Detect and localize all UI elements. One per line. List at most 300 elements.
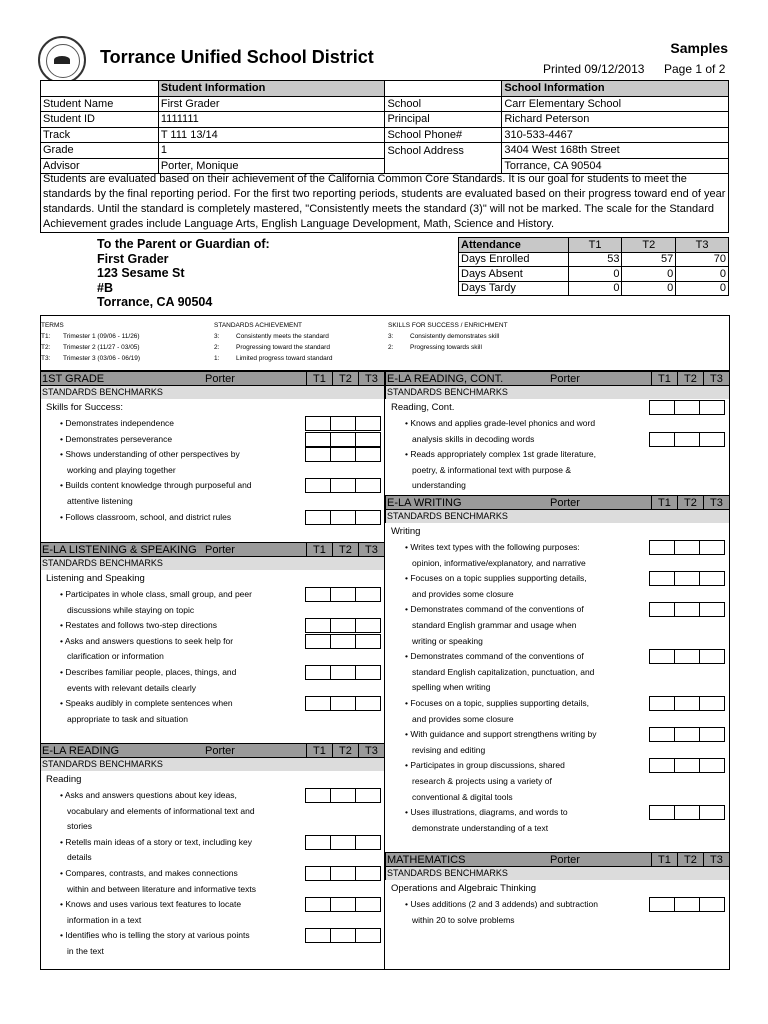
grade-box[interactable]: [355, 665, 381, 680]
section-title: E-LA READING: [42, 745, 120, 757]
grade-box[interactable]: [699, 400, 725, 415]
legend-value: Trimester 3 (03/06 - 06/19): [63, 355, 141, 362]
legend-value: Trimester 1 (09/06 - 11/26): [63, 333, 140, 340]
benchmark-text: • Writes text types with the following purposes:: [405, 542, 580, 552]
legend-value: Progressing towards skill: [410, 344, 482, 351]
legend-value: Consistently meets the standard: [236, 333, 329, 340]
benchmark-text: writing or speaking: [412, 635, 483, 646]
att-value: 0: [676, 281, 729, 296]
grade-box[interactable]: [305, 928, 331, 943]
grade-box[interactable]: [330, 696, 356, 711]
grade-box[interactable]: [330, 447, 356, 462]
benchmark-text: • Retells main ideas of a story or text, including key: [60, 836, 252, 847]
info-label: School: [385, 96, 502, 112]
student-info-title: Student Information: [158, 81, 385, 97]
benchmark-text: • Follows classroom, school, and district rules: [60, 511, 232, 522]
term-divider: [332, 372, 333, 385]
grade-box[interactable]: [674, 649, 700, 664]
benchmark-text: • Demonstrates command of the conventions of: [405, 651, 584, 662]
benchmark-text: vocabulary and elements of informational text and: [67, 805, 255, 816]
grade-box[interactable]: [674, 727, 700, 742]
legend-key: 2:: [214, 344, 220, 351]
att-value: 0: [676, 267, 729, 282]
benchmark-text: in the text: [67, 946, 104, 956]
grade-box[interactable]: [330, 788, 356, 803]
grade-boxes[interactable]: [649, 602, 724, 617]
grade-boxes[interactable]: [305, 587, 380, 602]
term-divider: [306, 372, 307, 385]
grade-box[interactable]: [674, 805, 700, 820]
term-label: T2: [339, 745, 352, 757]
benchmark-text: • Participates in whole class, small group, and peer: [60, 589, 252, 599]
grade-box[interactable]: [699, 540, 725, 555]
grade-boxes[interactable]: [305, 665, 380, 680]
term-divider: [677, 496, 678, 509]
grade-boxes[interactable]: [649, 696, 724, 711]
section-teacher: Porter: [205, 745, 235, 757]
grade-boxes[interactable]: [649, 400, 724, 415]
grade-box[interactable]: [305, 665, 331, 680]
divider: [40, 315, 729, 316]
benchmarks-label: STANDARDS BENCHMARKS: [40, 386, 384, 399]
att-value: 53: [568, 252, 622, 267]
info-label: Grade: [41, 143, 159, 159]
benchmark-text: • Knows and applies grade-level phonics and word: [405, 418, 596, 428]
grade-box[interactable]: [355, 835, 381, 850]
benchmark-text: opinion, informative/explanatory, and narrative: [412, 557, 586, 568]
grade-boxes[interactable]: [305, 432, 380, 447]
grade-boxes[interactable]: [649, 897, 724, 912]
grade-box[interactable]: [355, 696, 381, 711]
term-label: T3: [710, 373, 723, 385]
benchmark-text: discussions while staying on topic: [67, 604, 195, 615]
legend-key: 3:: [388, 333, 394, 340]
benchmark-text: • Speaks audibly in complete sentences when: [60, 698, 233, 709]
info-label: Advisor: [41, 158, 159, 174]
info-value: First Grader: [158, 96, 385, 112]
term-label: T1: [658, 373, 671, 385]
section-teacher: Porter: [550, 854, 580, 866]
attendance-table: [458, 237, 729, 296]
grade-box[interactable]: [355, 866, 381, 881]
grade-boxes[interactable]: [649, 432, 724, 447]
term-label: T1: [313, 544, 326, 556]
grade-box[interactable]: [305, 835, 331, 850]
term-divider: [358, 543, 359, 556]
att-value: 0: [568, 267, 622, 282]
grade-box[interactable]: [699, 897, 725, 912]
grade-boxes[interactable]: [305, 416, 380, 431]
benchmark-text: information in a text: [67, 914, 142, 925]
grade-box[interactable]: [330, 618, 356, 633]
grade-box[interactable]: [305, 788, 331, 803]
frame-line: [729, 315, 730, 970]
grade-box[interactable]: [330, 866, 356, 881]
legend-title: TERMS: [41, 322, 64, 329]
benchmark-text: • Reads appropriately complex 1st grade literature,: [405, 449, 597, 460]
benchmark-text: poetry, & informational text with purpose &: [412, 464, 572, 475]
benchmark-text: spelling when writing: [412, 682, 491, 693]
district-seal: [38, 36, 86, 84]
benchmark-text: and provides some closure: [412, 588, 514, 599]
section-header: [385, 495, 730, 510]
grade-box[interactable]: [699, 696, 725, 711]
grade-box[interactable]: [330, 897, 356, 912]
term-divider: [677, 853, 678, 866]
benchmark-text: • With guidance and support strengthens writing by: [405, 729, 597, 740]
benchmark-text: • Demonstrates independence: [60, 418, 175, 428]
grade-box[interactable]: [330, 587, 356, 602]
grade-boxes[interactable]: [649, 727, 724, 742]
benchmark-text: • Demonstrates perseverance: [60, 433, 173, 444]
grade-box[interactable]: [649, 649, 675, 664]
att-value: 57: [622, 252, 676, 267]
info-value: 3404 West 168th Street: [502, 143, 729, 159]
benchmark-text: and provides some closure: [412, 713, 514, 724]
benchmark-text: demonstrate understanding of a text: [412, 822, 549, 833]
grade-box[interactable]: [330, 835, 356, 850]
benchmark-text: • Compares, contrasts, and makes connections: [60, 868, 238, 878]
grade-box[interactable]: [649, 727, 675, 742]
grade-box[interactable]: [355, 478, 381, 493]
benchmark-text: • Uses additions (2 and 3 addends) and subtraction: [405, 899, 598, 909]
term-label: T3: [710, 497, 723, 509]
subsection-title: Reading: [46, 774, 82, 785]
info-value: Richard Peterson: [502, 112, 729, 128]
printed-date: Printed 09/12/2013: [543, 62, 645, 76]
benchmark-text: clarification or information: [67, 651, 164, 662]
grade-box[interactable]: [674, 571, 700, 586]
term-label: T1: [658, 854, 671, 866]
subsection-title: Operations and Algebraic Thinking: [391, 883, 537, 894]
grade-boxes[interactable]: [305, 634, 380, 649]
grade-box[interactable]: [674, 540, 700, 555]
info-value: T 111 13/14: [158, 127, 385, 143]
benchmark-text: working and playing together: [67, 464, 176, 475]
grade-box[interactable]: [355, 447, 381, 462]
divider: [40, 232, 729, 233]
term-label: T1: [313, 745, 326, 757]
term-label: T3: [365, 544, 378, 556]
legend-key: T2:: [41, 344, 51, 351]
subsection-title: Listening and Speaking: [46, 573, 145, 584]
grade-box[interactable]: [305, 587, 331, 602]
grade-box[interactable]: [355, 928, 381, 943]
att-label: Days Absent: [459, 267, 569, 282]
benchmark-text: understanding: [412, 480, 466, 491]
section-header: [40, 371, 385, 386]
grade-box[interactable]: [330, 634, 356, 649]
grade-box[interactable]: [699, 649, 725, 664]
term-divider: [651, 853, 652, 866]
legend-value: Trimester 2 (11/27 - 03/05): [63, 344, 140, 351]
section-title: E-LA READING, CONT.: [387, 373, 504, 385]
att-value: 0: [568, 281, 622, 296]
grade-boxes[interactable]: [305, 928, 380, 943]
grade-boxes[interactable]: [649, 540, 724, 555]
benchmark-text: stories: [67, 821, 93, 832]
benchmark-text: • Builds content knowledge through purposeful and: [60, 480, 252, 491]
grade-box[interactable]: [699, 805, 725, 820]
benchmark-text: events with relevant details clearly: [67, 682, 196, 693]
section-title: E-LA LISTENING & SPEAKING: [42, 544, 197, 556]
benchmarks-label: STANDARDS BENCHMARKS: [40, 758, 384, 771]
legend-key: T1:: [41, 333, 51, 340]
benchmark-text: • Uses illustrations, diagrams, and words to: [405, 807, 568, 818]
grade-boxes[interactable]: [649, 805, 724, 820]
info-value: Torrance, CA 90504: [502, 158, 729, 174]
benchmark-text: • Focuses on a topic, supplies supporting details,: [405, 698, 589, 708]
info-label: School Address: [385, 143, 502, 159]
att-value: 70: [676, 252, 729, 267]
term-label: T2: [684, 373, 697, 385]
legend-skills: [388, 320, 508, 353]
att-label: Days Enrolled: [459, 252, 569, 267]
grade-box[interactable]: [305, 510, 331, 525]
grade-box[interactable]: [355, 510, 381, 525]
subsection-title: Reading, Cont.: [391, 402, 455, 413]
grade-box[interactable]: [699, 432, 725, 447]
grade-box[interactable]: [674, 400, 700, 415]
grade-box[interactable]: [355, 432, 381, 447]
grade-box[interactable]: [355, 634, 381, 649]
grade-box[interactable]: [330, 510, 356, 525]
term-divider: [358, 744, 359, 757]
grade-box[interactable]: [649, 696, 675, 711]
section-header: [385, 371, 730, 386]
grade-box[interactable]: [649, 805, 675, 820]
term-label: T3: [365, 373, 378, 385]
grade-box[interactable]: [355, 897, 381, 912]
page-number: Page 1 of 2: [664, 62, 726, 76]
att-term: T3: [676, 238, 729, 253]
legend-title: STANDARDS ACHIEVEMENT: [214, 322, 303, 329]
benchmark-text: standard English capitalization, punctuation, and: [412, 666, 595, 677]
grade-box[interactable]: [674, 696, 700, 711]
grade-box[interactable]: [305, 478, 331, 493]
grade-boxes[interactable]: [305, 835, 380, 850]
parent-unit: #B: [97, 280, 113, 295]
grade-box[interactable]: [649, 400, 675, 415]
legend-standards: [214, 320, 332, 364]
parent-name: First Grader: [97, 251, 169, 266]
grade-box[interactable]: [649, 432, 675, 447]
info-value: 1111111: [158, 112, 385, 128]
info-value: 310-533-4467: [502, 127, 729, 143]
term-divider: [677, 372, 678, 385]
benchmark-text: • Describes familiar people, places, things, and: [60, 667, 237, 677]
grade-box[interactable]: [699, 727, 725, 742]
section-header: [385, 852, 730, 867]
benchmark-text: • Identifies who is telling the story at various points: [60, 930, 250, 941]
term-divider: [703, 372, 704, 385]
benchmarks-label: STANDARDS BENCHMARKS: [385, 386, 729, 399]
benchmark-text: • Shows understanding of other perspectives by: [60, 449, 240, 460]
parent-city: Torrance, CA 90504: [97, 295, 213, 309]
benchmarks-label: STANDARDS BENCHMARKS: [385, 867, 729, 880]
benchmark-text: • Restates and follows two-step directions: [60, 620, 217, 631]
grade-box[interactable]: [699, 758, 725, 773]
grade-boxes[interactable]: [305, 788, 380, 803]
district-name: Torrance Unified School District: [100, 47, 374, 67]
legend-value: Consistently demonstrates skill: [410, 333, 500, 340]
legend-terms: [41, 320, 140, 364]
grade-boxes[interactable]: [305, 447, 380, 462]
benchmark-text: appropriate to task and situation: [67, 713, 188, 724]
section-teacher: Porter: [550, 373, 580, 385]
parent-address: [97, 237, 270, 310]
grade-boxes[interactable]: [305, 618, 380, 633]
grade-box[interactable]: [305, 432, 331, 447]
grade-boxes[interactable]: [649, 571, 724, 586]
grade-boxes[interactable]: [305, 696, 380, 711]
term-label: T2: [684, 854, 697, 866]
term-divider: [358, 372, 359, 385]
benchmark-text: details: [67, 852, 92, 863]
info-label: Student ID: [41, 112, 159, 128]
section-title: E-LA WRITING: [387, 497, 462, 509]
legend-title: SKILLS FOR SUCCESS / ENRICHMENT: [388, 322, 508, 329]
grade-box[interactable]: [355, 788, 381, 803]
info-label: Student Name: [41, 96, 159, 112]
benchmark-text: analysis skills in decoding words: [412, 433, 535, 444]
grade-box[interactable]: [649, 897, 675, 912]
grade-box[interactable]: [649, 758, 675, 773]
term-divider: [306, 543, 307, 556]
grade-box[interactable]: [355, 587, 381, 602]
subsection-title: Skills for Success:: [46, 402, 124, 413]
term-divider: [332, 543, 333, 556]
grade-box[interactable]: [330, 928, 356, 943]
grade-boxes[interactable]: [649, 649, 724, 664]
section-title: 1ST GRADE: [42, 373, 105, 385]
parent-street: 123 Sesame St: [97, 266, 185, 280]
benchmark-text: • Focuses on a topic supplies supporting details,: [405, 573, 587, 584]
benchmark-text: conventional & digital tools: [412, 791, 513, 802]
section-teacher: Porter: [205, 373, 235, 385]
samples-label: Samples: [670, 40, 728, 56]
term-label: T1: [658, 497, 671, 509]
info-label: Track: [41, 127, 159, 143]
term-label: T2: [339, 544, 352, 556]
term-divider: [306, 744, 307, 757]
term-divider: [703, 496, 704, 509]
grade-box[interactable]: [699, 571, 725, 586]
section-header: [40, 542, 385, 557]
section-title: MATHEMATICS: [387, 854, 466, 866]
benchmark-text: attentive listening: [67, 496, 133, 506]
grade-box[interactable]: [649, 540, 675, 555]
term-label: T3: [365, 745, 378, 757]
grade-box[interactable]: [330, 478, 356, 493]
term-divider: [332, 744, 333, 757]
parent-to: To the Parent or Guardian of:: [97, 237, 270, 251]
section-teacher: Porter: [550, 497, 580, 509]
info-label: Principal: [385, 112, 502, 128]
grade-box[interactable]: [305, 447, 331, 462]
term-label: T1: [313, 373, 326, 385]
grade-box[interactable]: [674, 602, 700, 617]
benchmark-text: standard English grammar and usage when: [412, 620, 577, 630]
legend-key: T3:: [41, 355, 51, 362]
grade-box[interactable]: [305, 618, 331, 633]
grade-boxes[interactable]: [305, 866, 380, 881]
section-teacher: Porter: [205, 544, 235, 556]
legend-key: 1:: [214, 355, 220, 362]
section-header: [40, 743, 385, 758]
info-label: School Phone#: [385, 127, 502, 143]
grade-box[interactable]: [355, 618, 381, 633]
grade-box[interactable]: [305, 897, 331, 912]
att-value: 0: [622, 281, 676, 296]
grade-box[interactable]: [699, 602, 725, 617]
grade-box[interactable]: [674, 432, 700, 447]
grade-box[interactable]: [305, 416, 331, 431]
legend-key: 3:: [214, 333, 220, 340]
benchmark-text: research & projects using a variety of: [412, 776, 552, 786]
grade-box[interactable]: [305, 866, 331, 881]
divider: [40, 969, 729, 970]
intro-paragraph: Students are evaluated based on their achievement of the California Common Core Standards. It is our goal for students to meet the standards by the final reporting period. For the first two reporting periods, students are evaluated based on their progress toward end of year standards. Until the standard is completely mastered, "Consistently meets the standard (3)" will not be marked. The scale for the Standard Achievement grades include Language Arts, English Language Development, Math, Science and History.: [40, 172, 729, 233]
grade-box[interactable]: [330, 416, 356, 431]
grade-boxes[interactable]: [305, 897, 380, 912]
grade-box[interactable]: [355, 416, 381, 431]
frame-line: [40, 315, 41, 970]
att-value: 0: [622, 267, 676, 282]
att-term: T2: [622, 238, 676, 253]
att-label: Days Tardy: [459, 281, 569, 296]
info-value: 1: [158, 143, 385, 159]
grade-boxes[interactable]: [305, 510, 380, 525]
term-divider: [703, 853, 704, 866]
grade-box[interactable]: [305, 696, 331, 711]
subsection-title: Writing: [391, 526, 421, 537]
info-value: Porter, Monique: [158, 158, 385, 174]
term-label: T2: [684, 497, 697, 509]
grade-box[interactable]: [649, 602, 675, 617]
benchmarks-label: STANDARDS BENCHMARKS: [385, 510, 729, 523]
info-table: [40, 80, 729, 174]
benchmark-text: within and between literature and informative texts: [67, 883, 256, 894]
grade-box[interactable]: [305, 634, 331, 649]
term-label: T2: [339, 373, 352, 385]
grade-box[interactable]: [649, 571, 675, 586]
term-label: T3: [710, 854, 723, 866]
term-divider: [651, 496, 652, 509]
school-info-title: School Information: [502, 81, 729, 97]
benchmark-text: • Asks and answers questions about key ideas,: [60, 790, 237, 800]
grade-box[interactable]: [674, 758, 700, 773]
attendance-title: Attendance: [459, 238, 569, 253]
grade-boxes[interactable]: [305, 478, 380, 493]
legend-key: 2:: [388, 344, 394, 351]
legend-value: Progressing toward the standard: [236, 344, 330, 351]
grade-box[interactable]: [330, 432, 356, 447]
term-divider: [651, 372, 652, 385]
att-term: T1: [568, 238, 622, 253]
column-divider: [384, 371, 385, 970]
grade-box[interactable]: [674, 897, 700, 912]
info-value: Carr Elementary School: [502, 96, 729, 112]
benchmark-text: • Knows and uses various text features to locate: [60, 899, 242, 910]
legend-value: Limited progress toward standard: [236, 355, 333, 362]
grade-box[interactable]: [330, 665, 356, 680]
grade-boxes[interactable]: [649, 758, 724, 773]
benchmark-text: • Participates in group discussions, shared: [405, 760, 565, 771]
benchmarks-label: STANDARDS BENCHMARKS: [40, 557, 384, 570]
benchmark-text: revising and editing: [412, 744, 486, 755]
benchmark-text: • Demonstrates command of the conventions of: [405, 604, 584, 615]
